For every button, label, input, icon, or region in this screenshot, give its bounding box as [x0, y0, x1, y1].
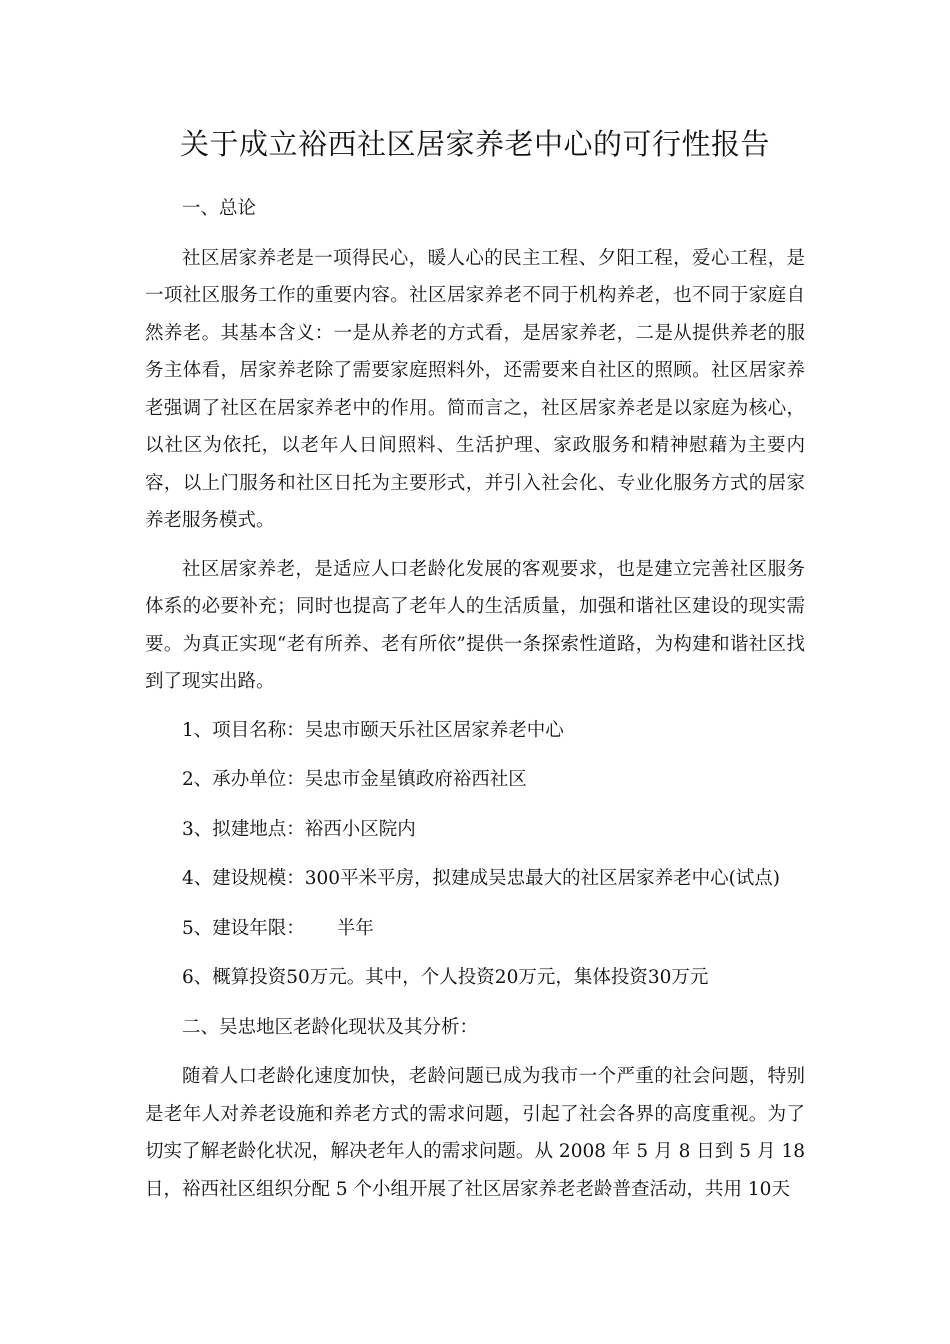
body-paragraph-2: 社区居家养老，是适应人口老龄化发展的客观要求，也是建立完善社区服务体系的必要补充；同时也提高了老年人的生活质量，加强和谐社区建设的现实需要。为真正实现“老有所养、老有所依”提供一条探索性道路，为构建和谐社区找到了现实出路。	[145, 558, 805, 692]
project-item-scale: 4、建设规模：300平米平房，拟建成吴忠最大的社区居家养老中心(试点)	[182, 868, 781, 889]
section-heading-aging-status: 二、吴忠地区老龄化现状及其分析：	[182, 1016, 479, 1038]
project-item-investment: 6、概算投资50万元。其中，个人投资20万元，集体投资30万元	[182, 967, 709, 988]
body-paragraph-3: 随着人口老龄化速度加快，老龄问题已成为我市一个严重的社会问题，特别是老年人对养老设施和养老方式的需求问题，引起了社会各界的高度重视。为了切实了解老龄化状况，解决老年人的需求问题。从 2008 年 5 月 8 日到 5 月 18 日，裕西社区组织分配 5 个小组开展了社区居家养老老龄普查活动，共用 10天	[145, 1066, 805, 1200]
section-heading-overview: 一、总论	[182, 198, 257, 219]
project-item-organizer: 2、承办单位：吴忠市金星镇政府裕西社区	[182, 769, 527, 790]
project-item-duration	[145, 910, 805, 948]
project-item-duration-value: 半年	[336, 917, 374, 939]
body-paragraph-1: 社区居家养老是一项得民心，暖人心的民主工程、夕阳工程，爱心工程，是一项社区服务工作的重要内容。社区居家养老不同于机构养老，也不同于家庭自然养老。其基本含义：一是从养老的方式看，是居家养老，二是从提供养老的服务主体看，居家养老除了需要家庭照料外，还需要来自社区的照顾。社区居家养老强调了社区在居家养老中的作用。简而言之，社区居家养老是以家庭为核心，以社区为依托，以老年人日间照料、生活护理、家政服务和精神慰藉为主要内容，以上门服务和社区日托为主要形式，并引入社会化、专业化服务方式的居家养老服务模式。	[145, 247, 805, 531]
document-body	[145, 190, 805, 1219]
project-item-name: 1、项目名称：吴忠市颐天乐社区居家养老中心	[182, 719, 564, 741]
project-item-location: 3、拟建地点：裕西小区院内	[182, 818, 416, 840]
page-title: 关于成立裕西社区居家养老中心的可行性报告	[179, 127, 770, 161]
project-item-duration-label: 5、建设年限：	[182, 917, 305, 939]
